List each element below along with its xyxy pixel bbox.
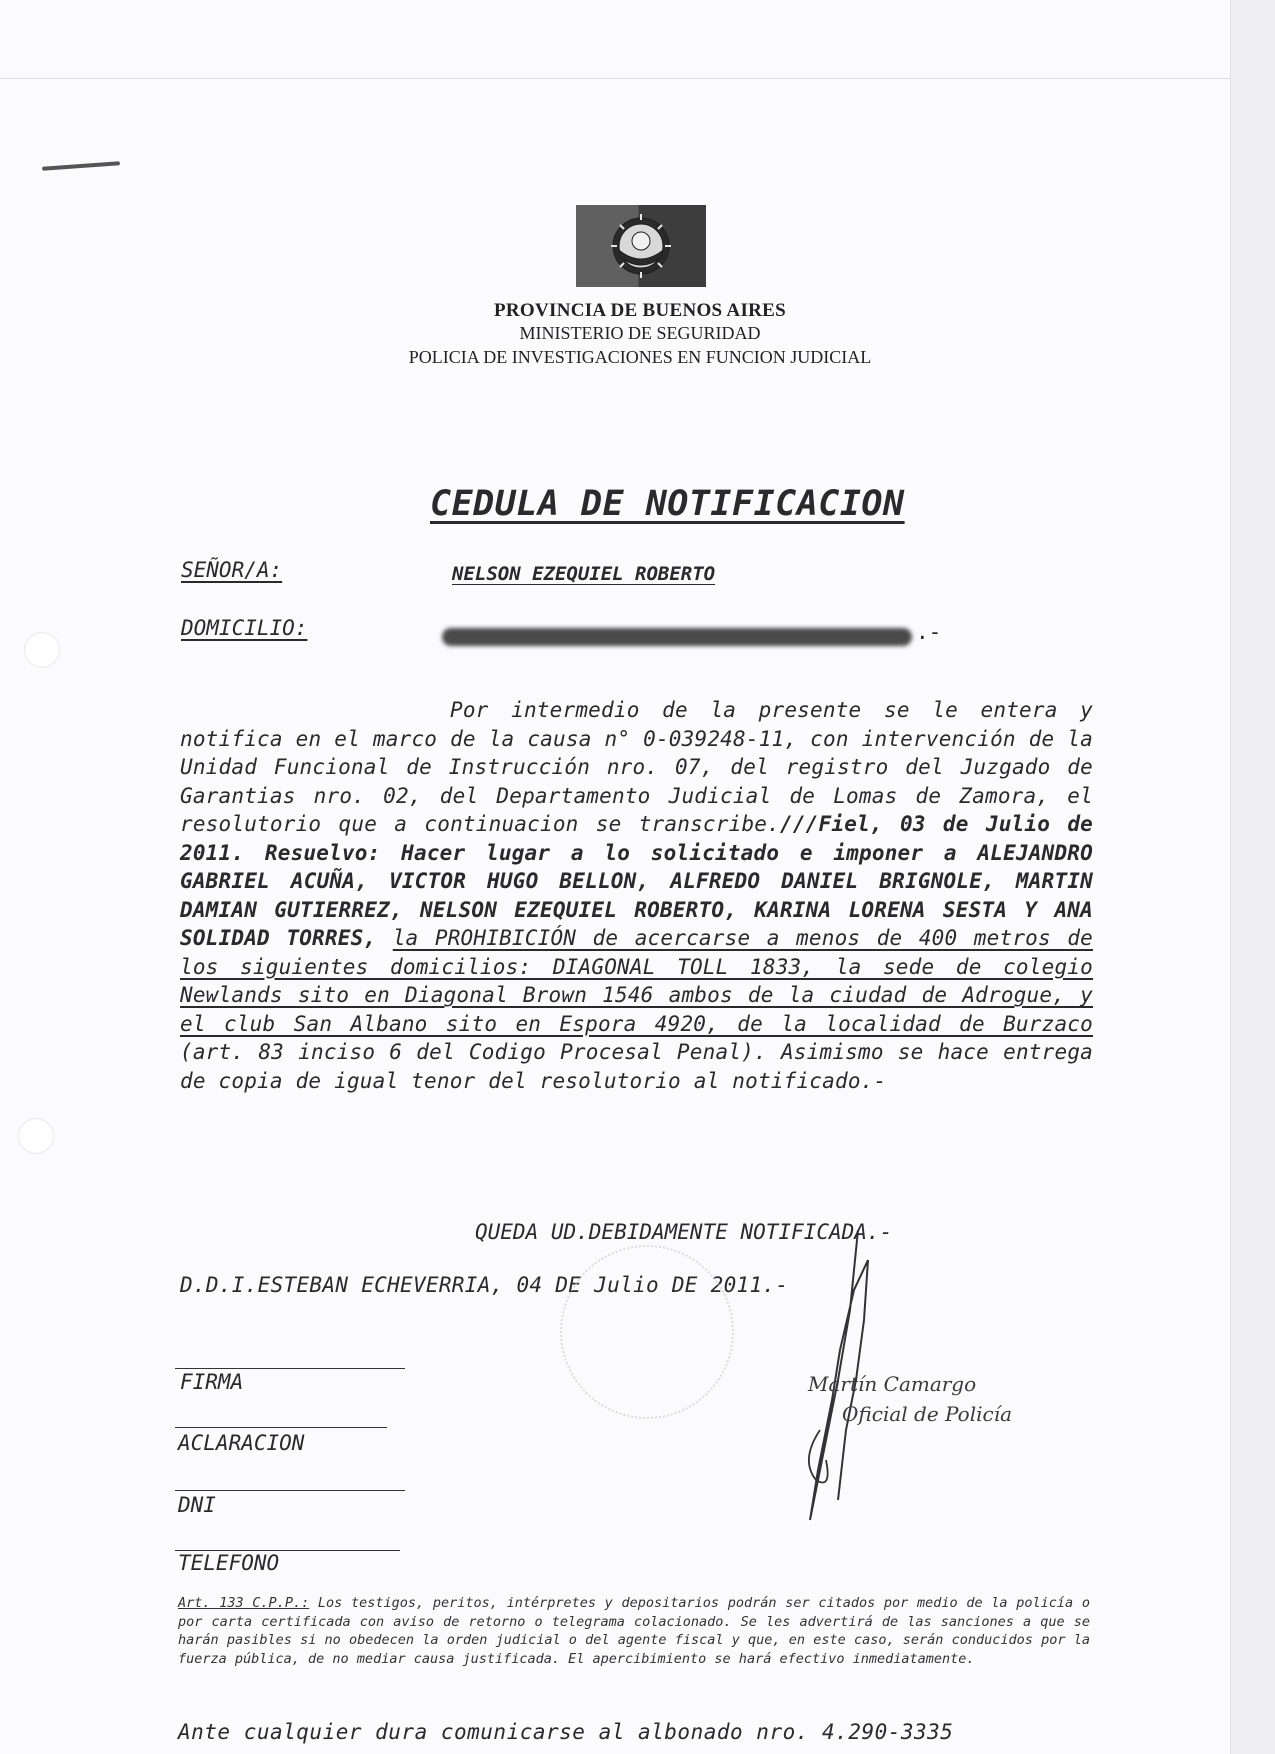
officer-rank: Oficial de Policía <box>842 1402 1013 1426</box>
paper-shadow <box>1230 0 1275 1754</box>
header-police: POLICIA DE INVESTIGACIONES EN FUNCION JUDICIAL <box>408 347 872 367</box>
header-ministry: MINISTERIO DE SEGURIDAD <box>519 323 761 343</box>
notification-body <box>180 696 1093 1095</box>
telefono-label: TELEFONO <box>178 1551 280 1575</box>
officer-signature <box>780 1230 1013 1534</box>
senor-label: SEÑOR/A: <box>181 558 283 582</box>
body-intro: Por intermedio de la presente se le entera y notifica en el marco de la causa n° 0-039248-11, con intervención de la Unidad Funcional de Instrucción nro. 07, del registro del Juzgado de Garantias nro. 02, del Departamento Judicial de Lomas de Zamora, el resolutorio que a continuacion se transcribe. <box>180 698 1093 836</box>
article-133-notice <box>178 1594 1090 1668</box>
firma-line <box>175 1368 405 1369</box>
redacted-address <box>442 628 912 646</box>
body-prohibition: la PROHIBICIÓN de acercarse a menos de 400 metros de los siguientes domicilios: DIAGONAL TOLL 1833, la sede de colegio Newlands sito en Diagonal Brown 1546 ambos de la ciudad de Adrogue, y el club San Albano sito en Espora 4920, de la localidad de Burzaco <box>180 926 1094 1036</box>
senor-value: NELSON EZEQUIEL ROBERTO <box>452 563 716 585</box>
dni-label: DNI <box>178 1493 216 1517</box>
emblem-seal-icon <box>608 211 674 281</box>
police-emblem-logo <box>576 205 706 287</box>
punch-hole-bottom <box>18 1118 54 1154</box>
header-province: PROVINCIA DE BUENOS AIRES <box>493 300 787 321</box>
dni-line <box>175 1490 405 1491</box>
body-resolution: ///Fiel, 03 de Julio de 2011. Resuelvo: Hacer lugar a lo solicitado e imponer a ALEJANDRO GABRIEL ACUÑA, VICTOR HUGO BELLON, ALFREDO DANIEL BRIGNOLE, MARTIN DAMIAN GUTIERREZ, NELSON EZEQUIEL ROBERTO, KARINA LORENA SESTA Y ANA SOLIDAD TORRES, <box>180 812 1093 950</box>
officer-name: Martín Camargo <box>808 1372 977 1396</box>
punch-hole-top <box>24 632 60 668</box>
faded-stamp <box>560 1245 734 1419</box>
aclaracion-label: ACLARACION <box>178 1431 305 1455</box>
firma-label: FIRMA <box>180 1370 244 1394</box>
place-date: D.D.I.ESTEBAN ECHEVERRIA, 04 DE Julio DE 2011.- <box>180 1273 789 1297</box>
document-title: CEDULA DE NOTIFICACION <box>430 484 905 524</box>
contact-footer: Ante cualquier dura comunicarse al albonado nro. 4.290-3335 <box>178 1720 954 1744</box>
notified-statement: QUEDA UD.DEBIDAMENTE NOTIFICADA.- <box>475 1220 893 1244</box>
article-text: Los testigos, peritos, intérpretes y depositarios podrán ser citados por medio de la policía o por carta certificada con aviso de retorno o telegrama colacionado. Se les advertirá de las sanciones a que se harán pasibles si no obedecen la orden judicial o del agente fiscal y que, en este caso, serán conducidos por la fuerza pública, de no mediar causa justificada. El apercibimiento se hará efectivo inmediatamente. <box>178 1595 1090 1667</box>
article-ref: Art. 133 C.P.P.: <box>178 1595 310 1611</box>
body-closing: (art. 83 inciso 6 del Codigo Procesal Penal). Asimismo se hace entrega de copia de igual tenor del resolutorio al notificado.- <box>180 1040 1093 1093</box>
aclaracion-line <box>175 1427 387 1428</box>
domicilio-label: DOMICILIO: <box>181 616 308 640</box>
scan-line <box>0 78 1230 79</box>
domicilio-suffix: .- <box>916 620 942 644</box>
